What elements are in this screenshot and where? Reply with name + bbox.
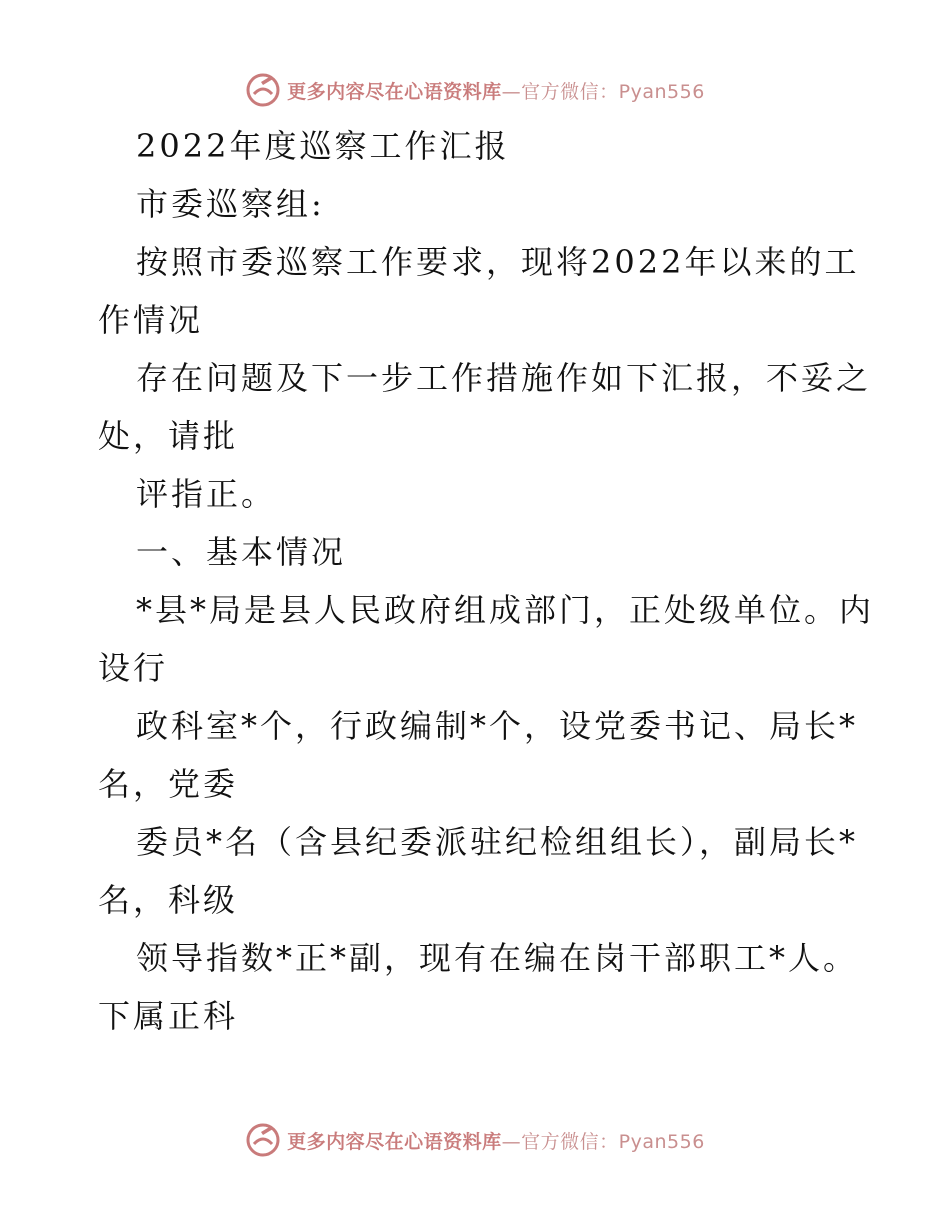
paragraph-line: 处，请批 [98,417,239,455]
section-heading: 一、基本情况 [136,533,347,571]
paragraph-line: 作情况 [98,301,204,339]
watermark-wechat: —官方微信：Pyan556 [501,1130,705,1153]
paragraph-line: 设行 [98,649,169,687]
header-watermark [0,70,950,110]
paragraph-line: 名，党委 [98,765,239,803]
paragraph-line: 名，科级 [98,881,239,919]
paragraph-line: 按照市委巡察工作要求，现将2022年以来的工 [136,243,860,281]
watermark-brand: 更多内容尽在心语资料库 [287,1130,502,1153]
paragraph-line: 政科室*个，行政编制*个，设党委书记、局长* [136,707,859,745]
salutation: 市委巡察组: [136,185,325,223]
paragraph-line: 领导指数*正*副，现有在编在岗干部职工*人。 [136,939,859,977]
watermark-wechat: —官方微信：Pyan556 [501,80,705,103]
paragraph-line: *县*局是县人民政府组成部门，正处级单位。内 [136,591,875,629]
paragraph-line: 下属正科 [98,997,239,1035]
paragraph-line: 委员*名（含县纪委派驻纪检组组长），副局长* [136,823,859,861]
footer-watermark [0,1120,950,1160]
watermark-brand: 更多内容尽在心语资料库 [287,80,502,103]
watermark-text [287,1127,705,1154]
document-title: 2022年度巡察工作汇报 [136,127,510,165]
paragraph-line: 评指正。 [136,475,277,513]
book-pen-logo-icon [245,72,281,108]
paragraph-line: 存在问题及下一步工作措施作如下汇报，不妥之 [136,359,872,397]
watermark-text [287,77,705,104]
book-pen-logo-icon [245,1122,281,1158]
